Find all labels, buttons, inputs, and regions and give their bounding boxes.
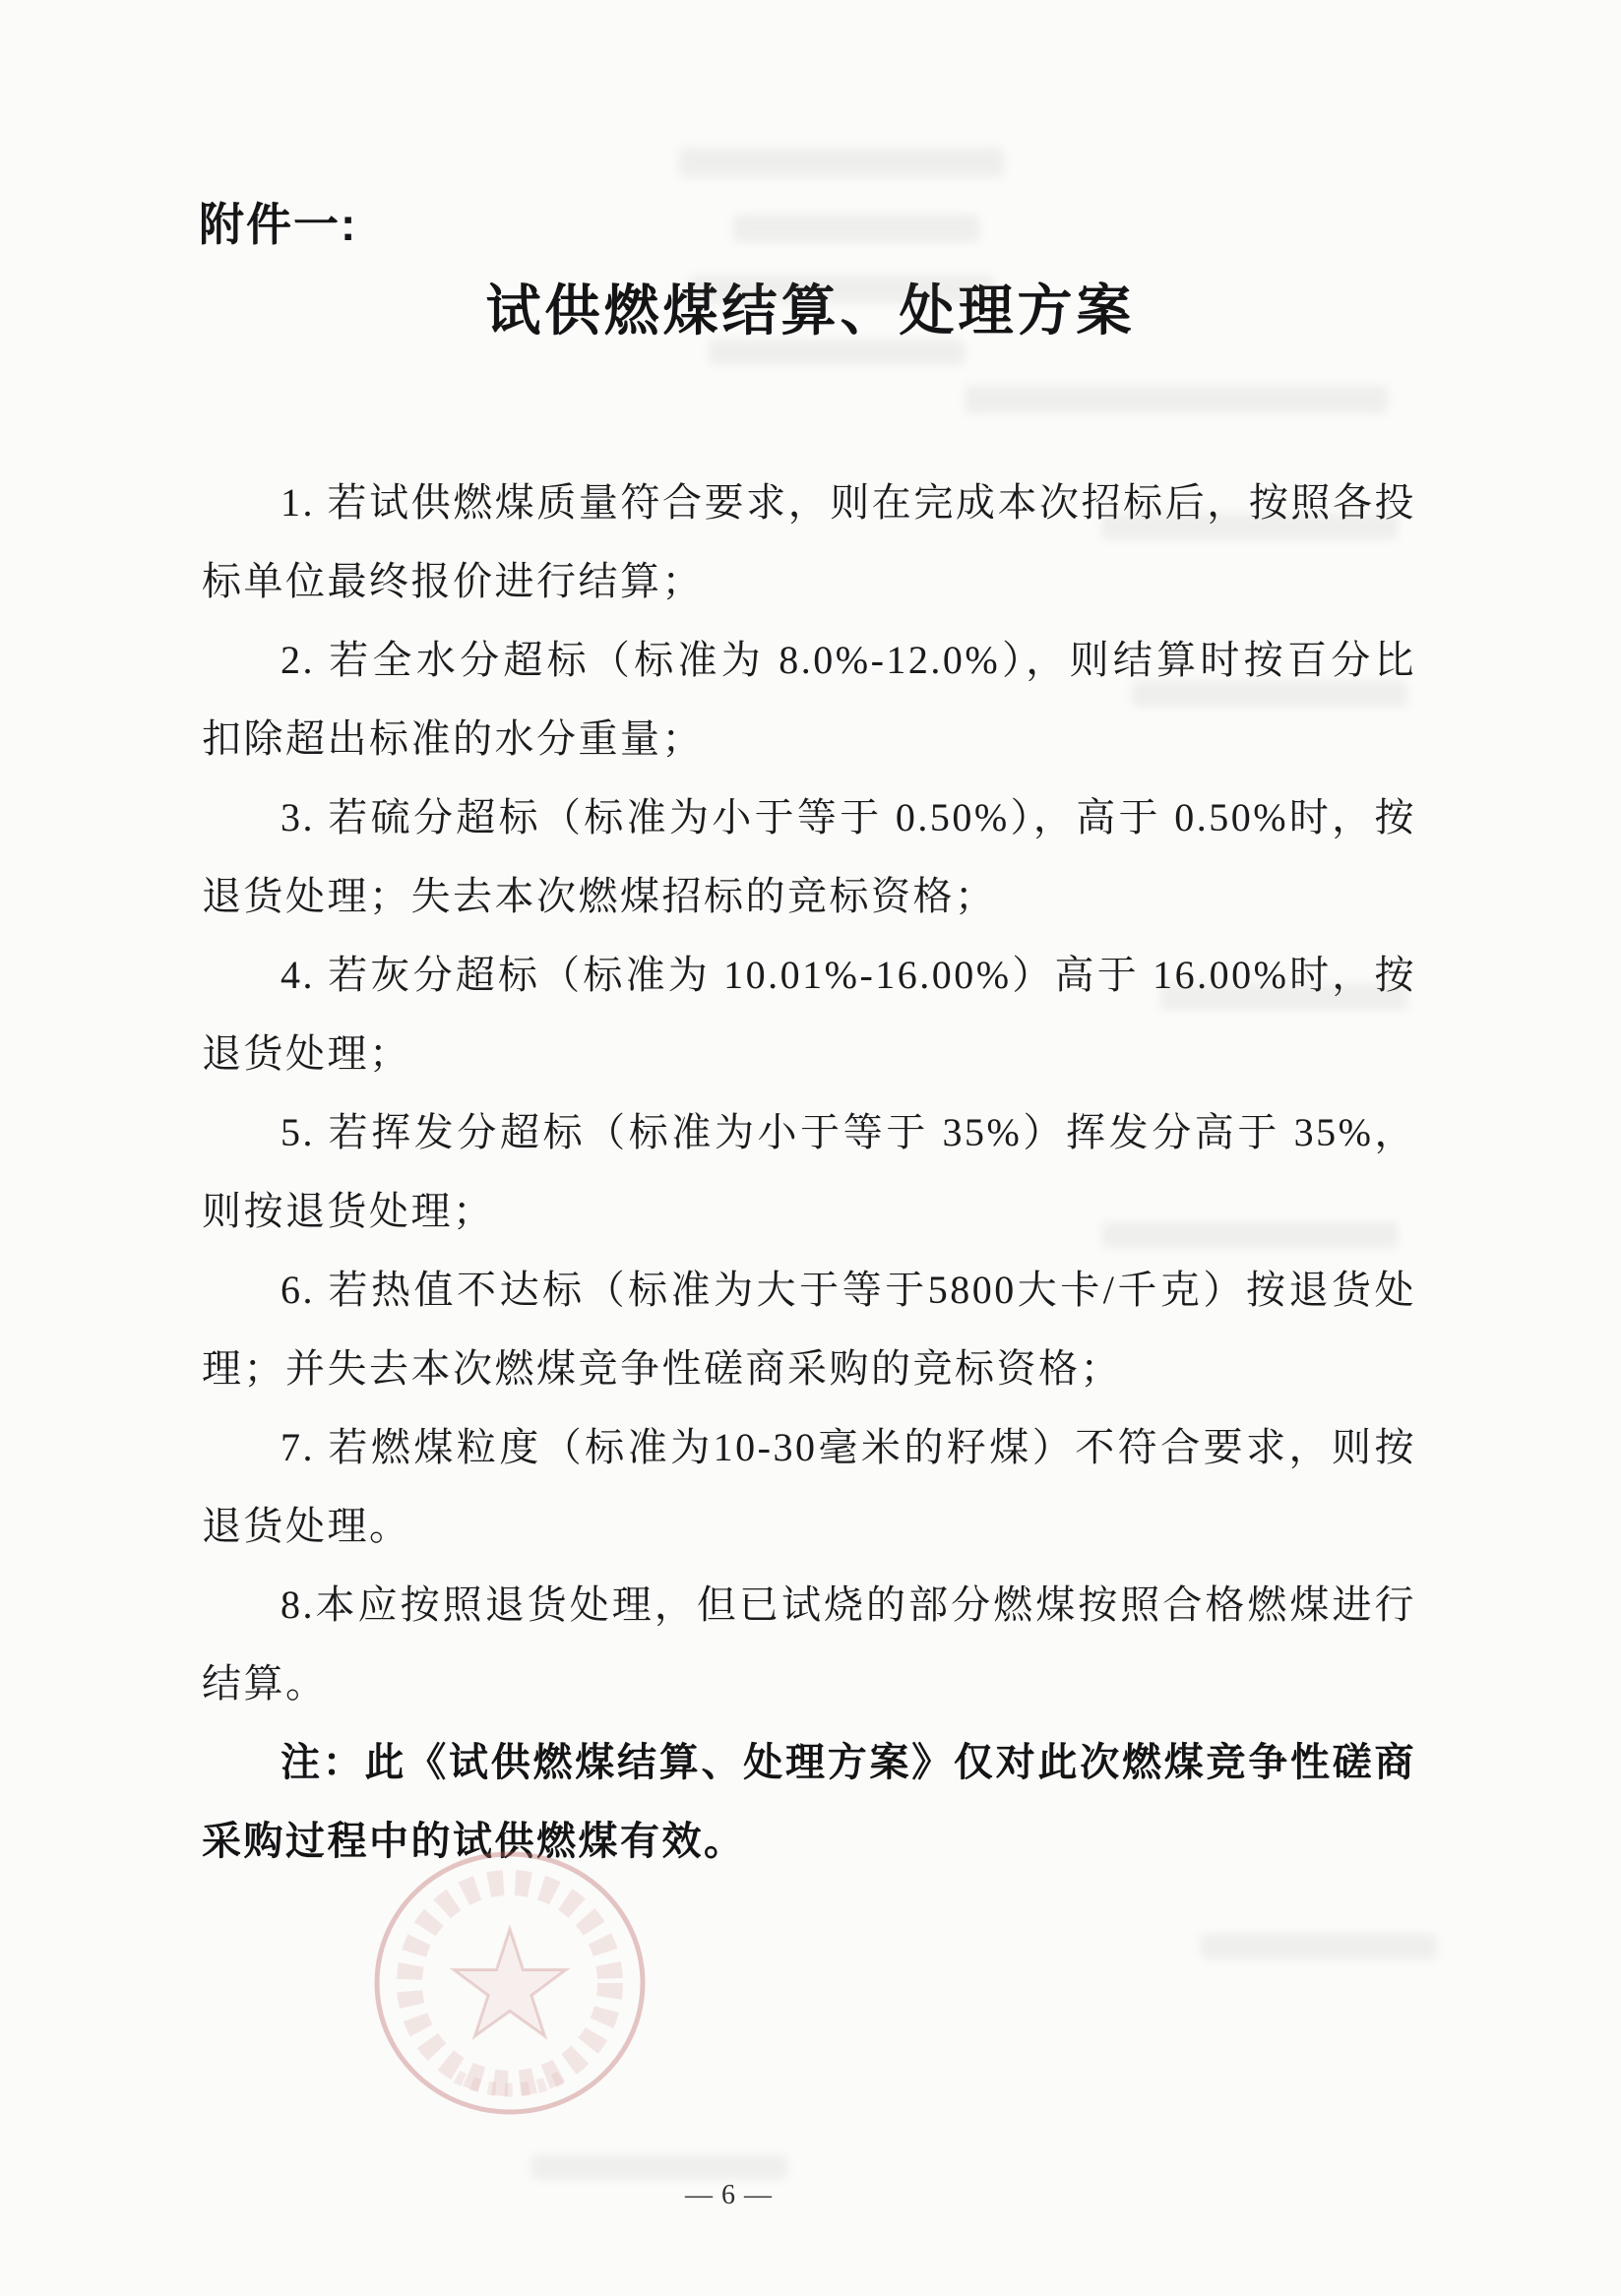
paragraph-6: 6. 若热值不达标（标准为大于等于5800大卡/千克）按退货处理；并失去本次燃煤竞争性磋商采购的竞标资格； <box>202 1268 1416 1391</box>
seal-outer-ring <box>377 1854 643 2112</box>
paragraph-1: 1. 若试供燃煤质量符合要求，则在完成本次招标后，按照各投标单位最终报价进行结算； <box>202 480 1416 603</box>
document-title: 试供燃煤结算、处理方案 <box>485 279 1136 341</box>
seal-bottom-text <box>457 2077 563 2090</box>
paragraph-3: 3. 若硫分超标（标准为小于等于 0.50%），高于 0.50%时，按退货处理；失去本次燃煤招标的竞标资格； <box>202 795 1416 918</box>
seal-ring-text <box>409 1883 610 2083</box>
paragraph-7: 7. 若燃煤粒度（标准为10-30毫米的籽煤）不符合要求，则按退货处理。 <box>202 1425 1416 1548</box>
note-paragraph: 注：此《试供燃煤结算、处理方案》仅对此次燃煤竞争性磋商采购过程中的试供燃煤有效。 <box>202 1741 1416 1863</box>
paragraph-4: 4. 若灰分超标（标准为 10.01%-16.00%）高于 16.00%时，按退货处理； <box>202 953 1416 1076</box>
attachment-label: 附件一: <box>199 199 358 250</box>
paragraph-8: 8.本应按照退货处理，但已试烧的部分燃煤按照合格燃煤进行结算。 <box>202 1582 1416 1706</box>
red-seal-stamp <box>372 1848 648 2118</box>
page-number: — 6 — <box>685 2180 773 2210</box>
document-body <box>202 464 1416 1881</box>
star-icon <box>454 1929 566 2036</box>
paragraph-5: 5. 若挥发分超标（标准为小于等于 35%）挥发分高于 35%，则按退货处理； <box>202 1110 1416 1233</box>
paragraph-2: 2. 若全水分超标（标准为 8.0%-12.0%），则结算时按百分比扣除超出标准的水分重量； <box>202 638 1416 761</box>
